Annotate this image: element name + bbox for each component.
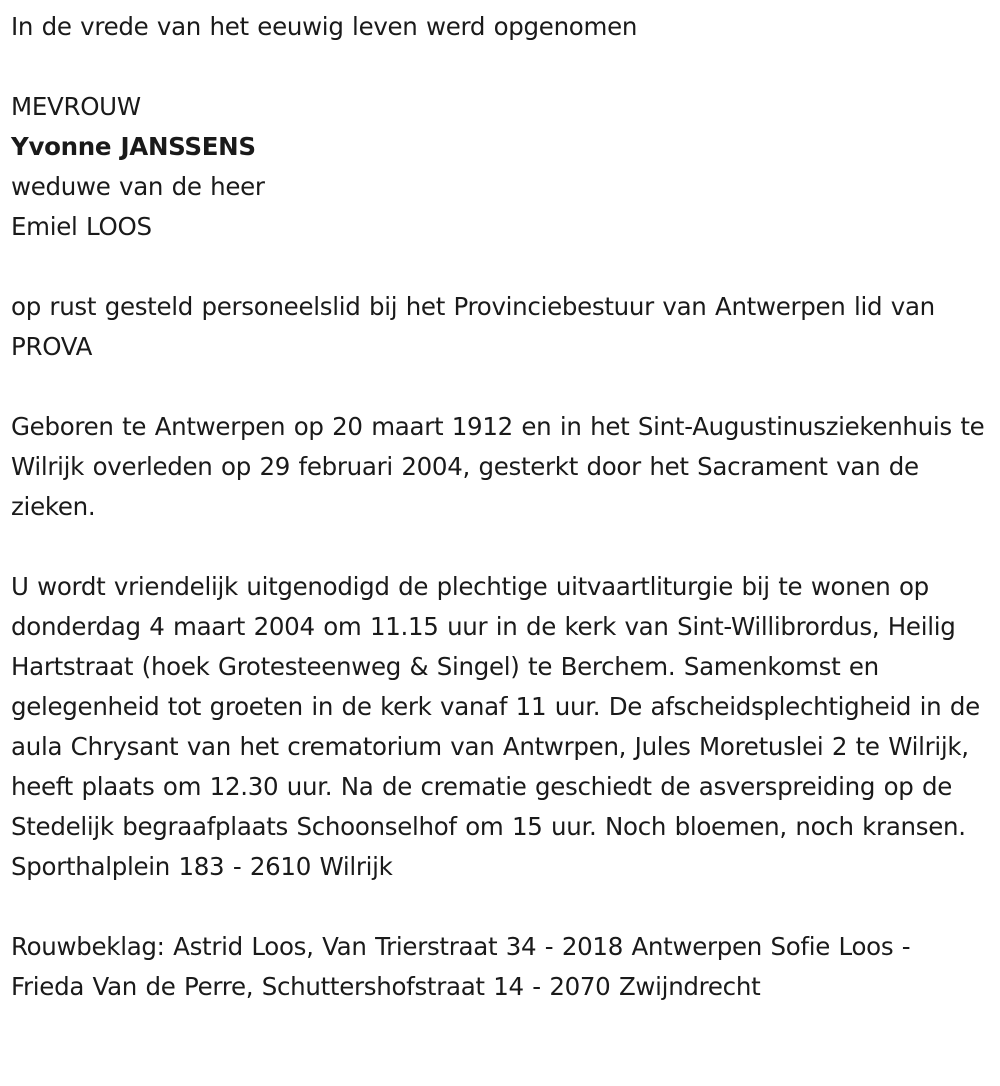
honorific: MEVROUW — [11, 92, 141, 121]
condolences-paragraph: Rouwbeklag: Astrid Loos, Van Trierstraat 34 - 2018 Antwerpen Sofie Loos - Frieda Van de Perre, Schuttershofstraat 14 - 2070 Zwijndrecht — [11, 932, 911, 1001]
spacer — [11, 247, 991, 287]
spacer — [11, 47, 991, 87]
birth-death-paragraph: Geboren te Antwerpen op 20 maart 1912 en in het Sint-Augustinusziekenhuis te Wilrijk overleden op 29 februari 2004, gesterkt door het Sacrament van de zieken. — [11, 412, 985, 521]
spouse-name: Emiel LOOS — [11, 212, 152, 241]
spacer — [11, 367, 991, 407]
relation-line: weduwe van de heer — [11, 172, 265, 201]
spacer — [11, 527, 991, 567]
intro-line: In de vrede van het eeuwig leven werd opgenomen — [11, 12, 638, 41]
spacer — [11, 887, 991, 927]
deceased-name: Yvonne JANSSENS — [11, 132, 256, 161]
occupation-paragraph: op rust gesteld personeelslid bij het Provinciebestuur van Antwerpen lid van PROVA — [11, 292, 935, 361]
death-notice — [11, 7, 991, 1007]
ceremony-paragraph: U wordt vriendelijk uitgenodigd de plechtige uitvaartliturgie bij te wonen op donderdag 4 maart 2004 om 11.15 uur in de kerk van Sint-Willibrordus, Heilig Hartstraat (hoek Grotesteenweg & Singel) te Berchem. Samenkomst en gelegenheid tot groeten in de kerk vanaf 11 uur. De afscheidsplechtigheid in de aula Chrysant van het crematorium van Antwrpen, Jules Moretuslei 2 te Wilrijk, heeft plaats om 12.30 uur. Na de crematie geschiedt de asverspreiding op de Stedelijk begraafplaats Schoonselhof om 15 uur. Noch bloemen, noch kransen. Sporthalplein 183 - 2610 Wilrijk — [11, 572, 980, 881]
